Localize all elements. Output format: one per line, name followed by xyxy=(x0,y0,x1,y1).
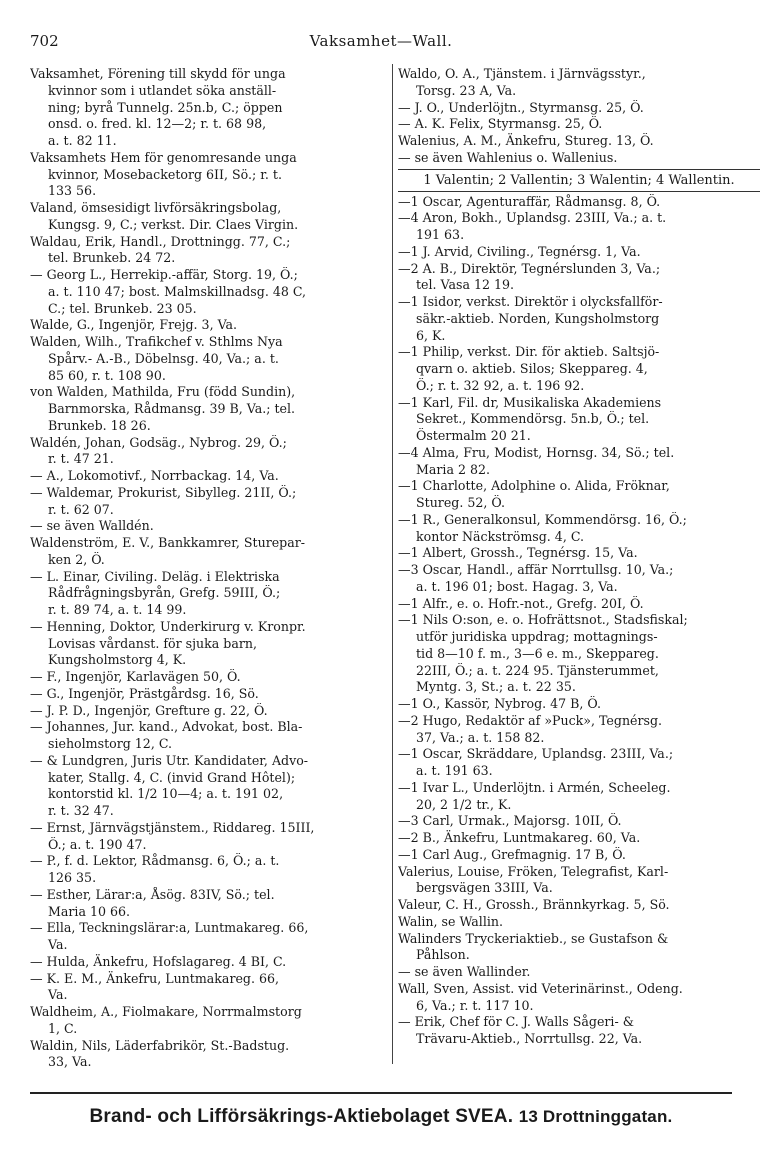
entry-line: —1 Albert, Grossh., Tegnérsg. 15, Va. xyxy=(398,545,638,561)
running-title: Vaksamhet—Wall. xyxy=(309,32,453,50)
entry-line: —1 Alfr., e. o. Hofr.-not., Grefg. 20I, Ö. xyxy=(398,595,644,611)
left-column xyxy=(30,66,392,1071)
directory-entry xyxy=(30,435,392,469)
directory-entry xyxy=(30,753,392,820)
advertisement-company: Brand- och Lifförsäkrings-Aktiebolaget SVEA. xyxy=(89,1106,514,1127)
directory-entry xyxy=(398,244,760,261)
directory-entry xyxy=(398,562,760,596)
entry-line: 37, Va.; a. t. 158 82. xyxy=(416,729,545,745)
directory-entry xyxy=(30,66,392,150)
entry-line: — Henning, Doktor, Underkirurg v. Kronpr. xyxy=(30,618,306,634)
entry-line: Myntg. 3, St.; a. t. 22 35. xyxy=(416,679,576,695)
entry-line: Vaksamhets Hem för genomresande unga xyxy=(30,149,297,165)
entry-line: — Ella, Teckningslärar:a, Luntmakareg. 66, xyxy=(30,920,309,936)
directory-entry xyxy=(398,931,760,965)
directory-entry xyxy=(398,395,760,445)
directory-entry xyxy=(398,696,760,713)
entry-line: 6, Va.; r. t. 117 10. xyxy=(416,997,534,1013)
entry-line: Wall, Sven, Assist. vid Veterinärinst., Odeng. xyxy=(398,980,683,996)
directory-entry xyxy=(398,897,760,914)
entry-line: kater, Stallg. 4, C. (invid Grand Hôtel); xyxy=(48,769,296,785)
entry-line: Va. xyxy=(48,937,68,952)
valentin-heading: 1 Valentin; 2 Vallentin; 3 Walentin; 4 Wallentin. xyxy=(398,169,760,192)
entry-line: tel. Vasa 12 19. xyxy=(416,277,515,293)
entry-line: 126 35. xyxy=(48,870,97,885)
entry-line: 85 60, r. t. 108 90. xyxy=(48,367,166,383)
entry-line: — Georg L., Herrekip.-affär, Storg. 19, Ö.; xyxy=(30,267,298,282)
directory-entry xyxy=(30,853,392,887)
entry-line: Walinders Tryckeriaktieb., se Gustafson & xyxy=(398,930,669,946)
entry-line: — Esther, Lärar:a, Åsög. 83IV, Sö.; tel. xyxy=(30,886,275,902)
entry-line: qvarn o. aktieb. Silos; Skeppareg. 4, xyxy=(416,361,648,376)
entry-line: a. t. 82 11. xyxy=(48,133,117,148)
directory-entry xyxy=(30,954,392,971)
directory-entry xyxy=(30,518,392,535)
entry-line: r. t. 32 47. xyxy=(48,803,114,818)
directory-entry xyxy=(30,485,392,519)
directory-entry xyxy=(30,820,392,854)
entry-line: — P., f. d. Lektor, Rådmansg. 6, Ö.; a. t. xyxy=(30,853,280,869)
entry-line: ning; byrå Tunnelg. 25n.b, C.; öppen xyxy=(48,99,283,115)
directory-entry xyxy=(398,612,760,696)
entry-line: —3 Oscar, Handl., affär Norrtullsg. 10, Va.; xyxy=(398,562,674,577)
entry-line: Ö.; r. t. 32 92, a. t. 196 92. xyxy=(416,377,585,393)
entry-line: —1 Philip, verkst. Dir. för aktieb. Saltsjö- xyxy=(398,344,660,360)
entry-line: Walenius, A. M., Änkefru, Stureg. 13, Ö. xyxy=(398,133,654,148)
entry-line: — Erik, Chef för C. J. Walls Sågeri- & xyxy=(398,1014,634,1030)
page-header xyxy=(0,32,762,62)
directory-entry xyxy=(398,66,760,100)
directory-entry xyxy=(30,719,392,753)
entry-line: Valerius, Louise, Fröken, Telegrafist, Karl- xyxy=(398,863,669,879)
entry-line: r. t. 62 07. xyxy=(48,501,114,517)
entry-line: —1 Charlotte, Adolphine o. Alida, Fröknar, xyxy=(398,478,670,494)
entry-line: säkr.-aktieb. Norden, Kungsholmstorg xyxy=(416,310,660,326)
directory-entry xyxy=(398,294,760,344)
directory-entry xyxy=(398,864,760,898)
directory-entry xyxy=(30,334,392,384)
entry-line: r. t. 47 21. xyxy=(48,451,114,467)
entry-line: —2 B., Änkefru, Luntmakareg. 60, Va. xyxy=(398,830,641,845)
entry-line: —1 Carl Aug., Grefmagnig. 17 B, Ö. xyxy=(398,846,626,862)
entry-line: Maria 2 82. xyxy=(416,461,491,477)
directory-entry xyxy=(398,512,760,546)
page-number: 702 xyxy=(30,32,59,50)
entry-line: Waldén, Johan, Godsäg., Nybrog. 29, Ö.; xyxy=(30,434,287,450)
entry-line: Valand, ömsesidigt livförsäkringsbolag, xyxy=(30,200,282,215)
entry-line: Torsg. 23 A, Va. xyxy=(416,82,517,98)
right-column-top-entries xyxy=(398,66,760,167)
directory-entry xyxy=(398,596,760,613)
entry-line: —1 Nils O:son, e. o. Hofrättsnot., Stadsfiskal; xyxy=(398,612,688,628)
entry-line: kvinnor, Mosebacketorg 6II, Sö.; r. t. xyxy=(48,166,282,182)
directory-entry xyxy=(30,468,392,485)
entry-line: kontor Näckströmsg. 4, C. xyxy=(416,528,585,544)
entry-line: 33, Va. xyxy=(48,1054,92,1070)
directory-entry xyxy=(398,830,760,847)
entry-line: a. t. 191 63. xyxy=(416,763,493,778)
directory-entry xyxy=(398,150,760,167)
entry-line: Stureg. 52, Ö. xyxy=(416,495,505,510)
advertisement-address: 13 Drottninggatan. xyxy=(518,1107,673,1126)
entry-line: — G., Ingenjör, Prästgårdsg. 16, Sö. xyxy=(30,685,259,701)
entry-line: Påhlson. xyxy=(416,947,470,963)
entry-line: 133 56. xyxy=(48,183,97,199)
directory-entry xyxy=(30,1038,392,1072)
directory-entry xyxy=(30,535,392,569)
directory-entry xyxy=(30,267,392,317)
entry-line: Waldin, Nils, Läderfabrikör, St.-Badstug. xyxy=(30,1037,290,1053)
entry-line: 22III, Ö.; a. t. 224 95. Tjänsterummet, xyxy=(416,662,659,678)
entry-line: — Waldemar, Prokurist, Sibylleg. 21II, Ö.; xyxy=(30,484,297,500)
entry-line: Va. xyxy=(48,987,68,1003)
right-column xyxy=(398,66,760,1048)
directory-entry xyxy=(398,847,760,864)
directory-entry xyxy=(30,619,392,669)
column-divider xyxy=(392,64,393,1064)
directory-entry xyxy=(398,133,760,150)
entry-line: Brunkeb. 18 26. xyxy=(48,417,151,433)
directory-entry xyxy=(30,887,392,921)
entry-line: 6, K. xyxy=(416,327,446,343)
entry-line: — & Lundgren, Juris Utr. Kandidater, Advo- xyxy=(30,752,309,768)
entry-line: — F., Ingenjör, Karlavägen 50, Ö. xyxy=(30,669,241,684)
entry-line: Walden, Wilh., Trafikchef v. Sthlms Nya xyxy=(30,334,283,349)
entry-line: sieholmstorg 12, C. xyxy=(48,736,173,751)
entry-line: Ö.; a. t. 190 47. xyxy=(48,836,147,852)
directory-entry xyxy=(30,150,392,200)
directory-entry xyxy=(398,981,760,1015)
directory-entry xyxy=(30,200,392,234)
directory-entry xyxy=(398,964,760,981)
entry-line: Walin, se Wallin. xyxy=(398,913,504,929)
entry-line: Barnmorska, Rådmansg. 39 B, Va.; tel. xyxy=(48,401,296,416)
advertisement-banner xyxy=(0,1106,762,1128)
directory-entry xyxy=(30,920,392,954)
directory-entry xyxy=(398,344,760,394)
entry-line: ken 2, Ö. xyxy=(48,551,105,567)
entry-line: C.; tel. Brunkeb. 23 05. xyxy=(48,300,197,316)
entry-line: tid 8—10 f. m., 3—6 e. m., Skeppareg. xyxy=(416,645,659,661)
entry-line: a. t. 110 47; bost. Malmskillnadsg. 48 C, xyxy=(48,283,307,299)
entry-line: Vaksamhet, Förening till skydd för unga xyxy=(30,66,286,81)
entry-line: Kungsholmstorg 4, K. xyxy=(48,652,187,668)
entry-line: 191 63. xyxy=(416,227,465,242)
directory-entry xyxy=(30,1004,392,1038)
directory-entry xyxy=(30,384,392,434)
entry-line: —1 J. Arvid, Civiling., Tegnérsg. 1, Va. xyxy=(398,243,641,259)
entry-line: — A. K. Felix, Styrmansg. 25, Ö. xyxy=(398,116,603,132)
entry-line: kontorstid kl. 1/2 10—4; a. t. 191 02, xyxy=(48,786,284,802)
entry-line: 1, C. xyxy=(48,1020,78,1036)
entry-line: Waldenström, E. V., Bankkamrer, Sturepar- xyxy=(30,535,306,550)
directory-entry xyxy=(398,1014,760,1048)
entry-line: Kungsg. 9, C.; verkst. Dir. Claes Virgin. xyxy=(48,216,299,232)
entry-line: —1 Ivar L., Underlöjtn. i Armén, Scheeleg. xyxy=(398,779,671,795)
entry-line: onsd. o. fred. kl. 12—2; r. t. 68 98, xyxy=(48,116,267,132)
directory-entry xyxy=(398,194,760,211)
directory-entry xyxy=(30,669,392,686)
entry-line: Maria 10 66. xyxy=(48,903,131,919)
entry-line: — Johannes, Jur. kand., Advokat, bost. Bla- xyxy=(30,719,303,735)
entry-line: —1 O., Kassör, Nybrog. 47 B, Ö. xyxy=(398,696,602,711)
directory-entry xyxy=(398,813,760,830)
entry-line: —1 Isidor, verkst. Direktör i olycksfallför- xyxy=(398,294,663,309)
entry-line: Sekret., Kommendörsg. 5n.b, Ö.; tel. xyxy=(416,411,650,427)
directory-entry xyxy=(398,478,760,512)
entry-line: 20, 2 1/2 tr., K. xyxy=(416,796,512,812)
entry-line: von Walden, Mathilda, Fru (född Sundin), xyxy=(30,384,296,400)
advertisement-rule xyxy=(30,1092,732,1094)
entry-line: — J. P. D., Ingenjör, Grefture g. 22, Ö. xyxy=(30,702,268,718)
directory-entry xyxy=(398,210,760,244)
entry-line: Waldheim, A., Fiolmakare, Norrmalmstorg xyxy=(30,1004,302,1019)
entry-line: — Hulda, Änkefru, Hofslagareg. 4 BI, C. xyxy=(30,953,287,969)
entry-line: Spårv.- A.-B., Döbelnsg. 40, Va.; a. t. xyxy=(48,350,279,366)
entry-line: a. t. 196 01; bost. Hagag. 3, Va. xyxy=(416,578,618,594)
entry-line: — A., Lokomotivf., Norrbackag. 14, Va. xyxy=(30,468,279,483)
entry-line: —4 Alma, Fru, Modist, Hornsg. 34, Sö.; tel. xyxy=(398,444,675,460)
entry-line: —1 Oscar, Skräddare, Uplandsg. 23III, Va.; xyxy=(398,746,674,762)
entry-line: —2 Hugo, Redaktör af »Puck», Tegnérsg. xyxy=(398,712,663,728)
right-column-bottom-entries xyxy=(398,194,760,1048)
directory-entry xyxy=(398,261,760,295)
directory-entry xyxy=(30,703,392,720)
entry-line: — J. O., Underlöjtn., Styrmansg. 25, Ö. xyxy=(398,99,644,115)
entry-line: — Ernst, Järnvägstjänstem., Riddareg. 15III, xyxy=(30,819,315,835)
directory-entry xyxy=(30,569,392,619)
directory-entry xyxy=(30,234,392,268)
entry-line: —3 Carl, Urmak., Majorsg. 10II, Ö. xyxy=(398,813,622,829)
entry-line: —1 Karl, Fil. dr, Musikaliska Akademiens xyxy=(398,394,662,410)
entry-line: utför juridiska uppdrag; mottagnings- xyxy=(416,629,658,644)
directory-entry xyxy=(398,746,760,780)
entry-line: r. t. 89 74, a. t. 14 99. xyxy=(48,602,187,617)
entry-line: Valeur, C. H., Grossh., Brännkyrkag. 5, Sö. xyxy=(398,897,670,912)
directory-entry xyxy=(398,780,760,814)
directory-entry xyxy=(398,713,760,747)
entry-line: Östermalm 20 21. xyxy=(416,428,531,443)
entry-line: Rådfrågningsbyrån, Grefg. 59III, Ö.; xyxy=(48,585,281,601)
entry-line: Trävaru-Aktieb., Norrtullsg. 22, Va. xyxy=(416,1031,643,1046)
directory-entry xyxy=(30,317,392,334)
entry-line: bergsvägen 33III, Va. xyxy=(416,880,553,896)
entry-line: kvinnor som i utlandet söka anställ- xyxy=(48,82,277,98)
entry-line: — se även Walldén. xyxy=(30,518,154,534)
directory-entry xyxy=(398,116,760,133)
entry-line: —4 Aron, Bokh., Uplandsg. 23III, Va.; a. t. xyxy=(398,210,667,226)
entry-line: — se även Wallinder. xyxy=(398,964,531,979)
entry-line: Walde, G., Ingenjör, Frejg. 3, Va. xyxy=(30,317,238,333)
entry-line: Lovisas vårdanst. för sjuka barn, xyxy=(48,635,257,651)
directory-entry xyxy=(30,686,392,703)
entry-line: — K. E. M., Änkefru, Luntmakareg. 66, xyxy=(30,970,280,986)
directory-entry xyxy=(398,100,760,117)
entry-line: — se även Wahlenius o. Wallenius. xyxy=(398,149,618,165)
entry-line: Waldau, Erik, Handl., Drottningg. 77, C.; xyxy=(30,233,291,249)
directory-entry xyxy=(398,914,760,931)
entry-line: tel. Brunkeb. 24 72. xyxy=(48,250,176,266)
entry-line: Waldo, O. A., Tjänstem. i Järnvägsstyr., xyxy=(398,66,646,81)
entry-line: —2 A. B., Direktör, Tegnérslunden 3, Va.; xyxy=(398,260,661,276)
directory-entry xyxy=(398,445,760,479)
entry-line: —1 Oscar, Agenturaffär, Rådmansg. 8, Ö. xyxy=(398,193,661,209)
directory-entry xyxy=(398,545,760,562)
entry-line: —1 R., Generalkonsul, Kommendörsg. 16, Ö.; xyxy=(398,511,687,527)
directory-entry xyxy=(30,971,392,1005)
entry-line: — L. Einar, Civiling. Deläg. i Elektriska xyxy=(30,568,280,584)
